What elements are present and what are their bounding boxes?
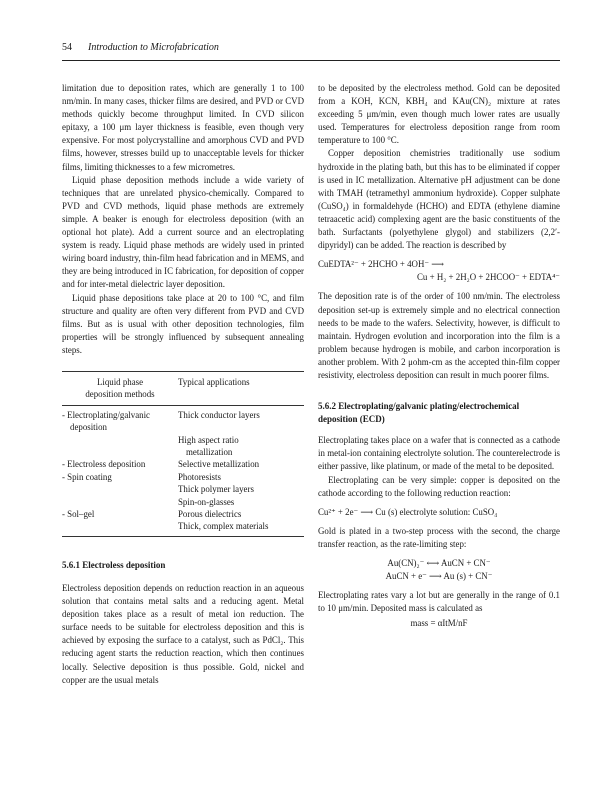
equation-copper-reaction: CuEDTA²⁻ + 2HCHO + 4OH⁻ ⟶ Cu + H₂ + 2H₂O + 2HCOO⁻ + EDTA⁴⁻ xyxy=(318,259,560,283)
paragraph: Copper deposition chemistries traditionally use sodium hydroxide in the plating bath, but this has to be eliminated if copper is used in IC metallization. Alternative pH adjustment can be done with TMAH (tetramethyl ammonium hydroxide). Copper sulphate (CuSO₄) in formaldehyde (HCHO) and EDTA (ethylene diamine tetraacetic acid) complexing agent are the basic constituents of the bath. Surfactants (polyethylene glygol) and stabilizers (2,2′-dipyridyl) can be added. The reaction is described by xyxy=(318,148,560,251)
liquid-phase-table xyxy=(62,371,304,537)
right-column xyxy=(318,82,560,630)
paragraph: Electroless deposition depends on reduction reaction in an aqueous solution that contains metal salts and a reducing agent. Metal deposition takes place as a result of metal ion reduction. The surface needs to be suitable for electroless deposition and this is achieved by exposing the surface to a catalyst, such as PdCl₂. This reducing agent starts the reduction reaction, which then continues locally. Selective deposition is thus possible. Gold, nickel and copper are the usual metals xyxy=(62,582,304,685)
paragraph: Gold is plated in a two-step process with the second, the charge transfer reaction, as the rate-limiting step: xyxy=(318,525,560,549)
paragraph: Electroplating can be very simple: copper is deposited on the cathode according to the following reduction reaction: xyxy=(318,474,560,498)
paragraph: Liquid phase deposition methods include a wide variety of techniques that are unrelated physico-chemically. Compared to PVD and CVD methods, liquid phase methods are extremely simple. A beaker is enough for electroless deposition (with an optional hot plate). Add a current source and an electroplating system is ready. Liquid phase methods are widely used in printed wiring board industry, thin-film head fabrication and in MEMS, and they are being introduced in IC fabrication, for deposition of copper and for inter-metal dielectric layer deposition. xyxy=(62,174,304,290)
table-row: - Spin coating Photoresists xyxy=(62,471,221,482)
table-row: Thick, complex materials xyxy=(62,520,304,536)
paragraph: to be deposited by the electroless method. Gold can be deposited from a KOH, KCN, KBH₄ and KAu(CN)₂ mixture at rates exceeding 5 μm/min, even though much lower rates are usually used. Temperatures for electroless deposition range from room temperature to 100 °C. xyxy=(318,83,560,146)
running-title: Introduction to Microfabrication xyxy=(88,42,219,53)
section-heading: 5.6.2 Electroplating/galvanic plating/electrochemical deposition (ECD) xyxy=(318,401,520,425)
paragraph: The deposition rate is of the order of 100 nm/min. The electroless deposition set-up is extremely simple and no electrical connection needs to be made to the wafers. Selectivity, however, is difficult to maintain. Hydrogen evolution and incorporation into the film is a problem because hydrogen is mobile, and carbon incorporation is another problem. With 2 μohm-cm as the accepted thin-film copper resistivity, electroless deposition can result in much poorer films. xyxy=(318,291,560,380)
page-header xyxy=(62,42,560,53)
table-header-cell: Liquid phase deposition methods xyxy=(62,371,178,405)
table-header-row xyxy=(62,371,304,405)
table-row: - Sol–gel Porous dielectrics xyxy=(62,509,242,520)
table-header-cell: Typical applications xyxy=(178,371,304,405)
paragraph: Liquid phase depositions take place at 20 to 100 °C, and film structure and quality are often very different from PVD and CVD films. But as is usual with other deposition technologies, film properties will be strongly influenced by subsequent annealing steps. xyxy=(62,292,304,355)
paragraph: limitation due to deposition rates, which are generally 1 to 100 nm/min. In many cases, thicker films are desired, and PVD or CVD methods quickly become throughput limited. In CVD silicon epitaxy, a 100 μm layer thickness is feasible, even though very expensive. For most polycrystalline and amorphous CVD and PVD films, however, stresses build up to unacceptable levels for thicker films, limiting thicknesses to a few micrometres. xyxy=(62,83,304,172)
paragraph: Electroplating takes place on a wafer that is connected as a cathode in metal-ion containing electrolyte solution. The counterelectrode is either passive, like platinum, or made of the metal to be deposited. xyxy=(318,435,560,472)
table-row: metallization xyxy=(186,447,233,457)
table-row: - Electroless deposition Selective metallization xyxy=(62,459,260,470)
table-row: Spin-on-glasses xyxy=(178,496,235,507)
section-heading: 5.6.1 Electroless deposition xyxy=(62,559,166,570)
equation-cu-reduction: Cu²⁺ + 2e⁻ ⟶ Cu (s) electrolyte solution: CuSO₄ xyxy=(318,506,498,517)
table-row: deposition xyxy=(70,422,107,433)
equation-mass: mass = αItM/nF xyxy=(410,618,468,629)
table-row: - Electroplating/galvanic Thick conductor layers xyxy=(62,409,260,420)
header-rule xyxy=(62,60,560,61)
table-row: High aspect ratio xyxy=(178,434,239,445)
page-number: 54 xyxy=(62,42,72,53)
left-column xyxy=(62,82,304,687)
equation-gold-steps: Au(CN)₂⁻ ⟷ AuCN + CN⁻ AuCN + e⁻ ⟶ Au (s) + CN⁻ xyxy=(385,558,493,582)
table-row: Thick polymer layers xyxy=(178,484,254,495)
paragraph: Electroplating rates vary a lot but are generally in the range of 0.1 to 10 μm/min. Deposited mass is calculated as xyxy=(318,590,560,614)
